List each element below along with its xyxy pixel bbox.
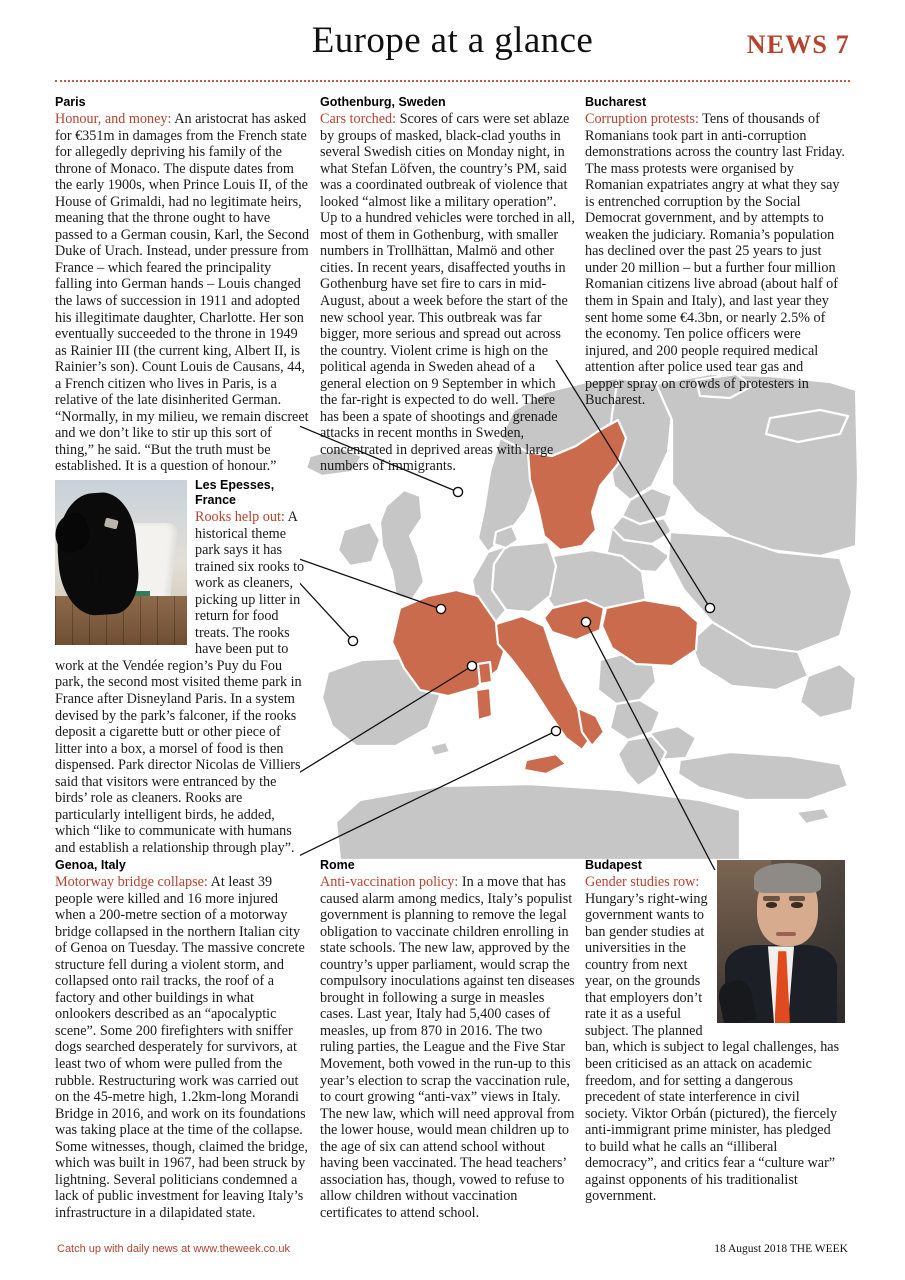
article-lede-rome: Anti-vaccination policy: [320,874,459,890]
map-island-corsica [478,662,492,684]
orban-photo [717,860,845,1023]
article-gothenburg [320,95,575,475]
article-body-gothenburg [320,111,575,475]
article-text-budapest: Hungary’s right-wing government wants to ban gender studies at universities in the country from next year, on the grounds that employers don’t rate it as a useful subject. The planned ban, which is subject to legal challenges, has been criticised as an attack on academic freedom, and for setting a dangerous precedent of state interference in civil society. Viktor Orbán (pictured), the fiercely anti-immigrant prime minister, has pledged to build what he calls an “illiberal democracy”, and critics fear a “culture war” against opponents of his traditionalist government. [585,890,840,1205]
map-marker-bucharest [705,603,714,612]
map-marker-gothenburg [453,487,462,496]
article-text-genoa: At least 39 people were killed and 16 more injured when a 200-metre section of a motorway bridge collapsed in the northern Italian city of Genoa on Tuesday. The massive concrete structure fell during a violent storm, and collapsed onto rail tracks, the roof of a factory and other buildings in what onlookers described as an “apocalyptic scene”. Some 200 firefighters with sniffer dogs searched desperately for survivors, at least two of whom were pulled from the rubble. Restructuring work was carried out on the 45-metre high, 1.2km-long Morandi Bridge in 2016, and work on its foundations was taking place at the time of the collapse. Some witnesses, though, claimed the bridge, which was built in 1967, had been struck by lightning. Several politicians condemned a lack of public investment for leaving Italy’s infrastructure in a dilapidated state. [55,874,308,1221]
map-marker-budapest [581,617,590,626]
map-island-sardinia [476,688,492,720]
footer-issue-date: 18 August 2018 THE WEEK [714,1243,848,1255]
rook-photo [55,480,187,645]
map-marker-les-epesses [348,636,357,645]
article-rome [320,858,576,1221]
article-text-bucharest: Tens of thousands of Romanians took part in anti-corruption demonstrations across the country last Friday. The mass protests were organised by Romanian expatriates angry at what they say is entrenched corruption by the Social Democrat government, and by attempts to weaken the judiciary. Romania’s population has declined over the past 25 years to just under 20 million – but a further four million Romanian citizens live abroad (about half of them in Spain and Italy), and last year they sent home some €4.3bn, or nearly 2.5% of the economy. Ten police officers were injured, and 200 people required medical attention after police used tear gas and pepper spray on crowds of protesters in Bucharest. [585,111,845,409]
map-island-sicily [524,754,566,774]
orban-eye-left [766,902,778,907]
article-lede-budapest: Gender studies row: [585,874,700,890]
article-text-paris: An aristocrat has asked for €351m in damages from the French state for allegedly depriving his family of the throne of Monaco. The dispute dates from the early 1900s, when Prince Louis II, of the House of Grimaldi, had no legitimate heirs, meaning that the throne ought to have passed to a German cousin, Karl, the Second Duke of Urach. Instead, under pressure from France – which feared the principality falling into German hands – Louis changed the laws of succession in 1911 and adopted his illegitimate daughter, Charlotte. Her son eventually succeeded to the throne in 1949 as Rainier III (the current king, Albert II, is Rainier’s son). Count Louis de Causans, 44, a French citizen who lives in Paris, is a relative of the late disinherited German. “Normally, in my milieu, we remain discreet and we don’t like to stir up this sort of thing,” he said. “But the truth must be established. It is a question of honour.” [55,111,310,475]
article-city-gothenburg: Gothenburg, Sweden [320,95,446,109]
article-genoa [55,858,311,1221]
rook-leg-left [89,568,93,584]
article-lede-paris: Honour, and money: [55,111,172,127]
rook-leg-right [98,567,102,583]
map-marker-paris [436,604,445,613]
article-body-rome [320,874,576,1221]
article-lede-bucharest: Corruption protests: [585,111,699,127]
orban-brow-right [789,896,806,901]
article-city-genoa: Genoa, Italy [55,858,126,872]
map-marker-rome [551,726,560,735]
article-lede-genoa: Motorway bridge collapse: [55,874,208,890]
article-body-bucharest [585,111,845,409]
article-city-rome: Rome [320,858,355,872]
header-rule [55,80,850,84]
article-budapest [585,858,845,1205]
masthead [55,18,850,80]
article-bucharest [585,95,845,409]
orban-brow-left [763,896,780,901]
article-city-paris: Paris [55,95,86,109]
section-label: NEWS 7 [746,30,850,59]
orban-hair [754,863,821,892]
footer-promo[interactable]: Catch up with daily news at www.theweek.co.uk [57,1243,290,1255]
article-text-rome: In a move that has caused alarm among medics, Italy’s populist government is planning to remove the legal obligation to vaccinate children enrolling in state schools. The new law, approved by the country’s upper parliament, would scrap the compulsory inoculations against ten diseases brought in following a surge in measles cases. Last year, Italy had 5,400 cases of measles, up from 870 in 2016. The two ruling parties, the League and the Five Star Movement, both vowed in the run-up to this year’s election to scrap the vaccination rule, to court growing “anti-vax” views in Italy. The new law, which will need approval from the lower house, would mean children up to the age of six can attend school without having been vaccinated. The head teachers’ association has, though, vowed to refuse to allow children without vaccination certificates to attend school. [320,874,575,1221]
article-city-bucharest: Bucharest [585,95,647,109]
article-lede-gothenburg: Cars torched: [320,111,397,127]
article-body-paris [55,111,310,475]
article-text-les-epesses: A historical theme park says it has trained six rooks to work as cleaners, picking up litter in return for food treats. The rooks have been put to work at the Vendée region’s Puy du Fou park, the second most visited theme park in France after Disneyland Paris. In a system devised by the park’s falconer, if the rooks deposit a cigarette butt or other piece of litter into a box, a morsel of food is then dispensed. Park director Nicolas de Villiers said that visitors were entranced by the birds’ role as cleaners. Rooks are particularly intelligent birds, he added, which “like to communicate with humans and establish a relationship through play”. [55,509,305,856]
article-city-les-epesses: Les Epesses, France [195,478,275,507]
orban-mouth [776,932,796,936]
orban-eye-right [791,902,803,907]
page-title: Europe at a glance [311,20,594,61]
article-city-budapest: Budapest [585,858,642,872]
article-body-genoa [55,874,311,1221]
map-marker-genoa [467,661,476,670]
article-paris [55,95,310,475]
article-text-gothenburg: Scores of cars were set ablaze by groups of masked, black-clad youths in several Swedish cities on Monday night, in what Stefan Löfven, the country’s PM, said was a coordinated outbreak of violence that looked “almost like a military operation”. Up to a hundred vehicles were torched in all, most of them in Gothenburg, with smaller numbers in Trollhättan, Malmö and other cities. In recent years, disaffected youths in Gothenburg have set fire to cars in mid-August, about a week before the start of the new school year. This outbreak was far bigger, more serious and spread out across the country. Violent crime is high on the political agenda in Sweden ahead of a general election on 9 September in which the far-right is expected to do well. There has been a spate of shootings and grenade attacks in recent months in Sweden, concentrated in deprived areas with large numbers of immigrants. [320,111,575,475]
article-les-epesses [55,478,310,856]
article-lede-les-epesses: Rooks help out: [195,509,285,525]
